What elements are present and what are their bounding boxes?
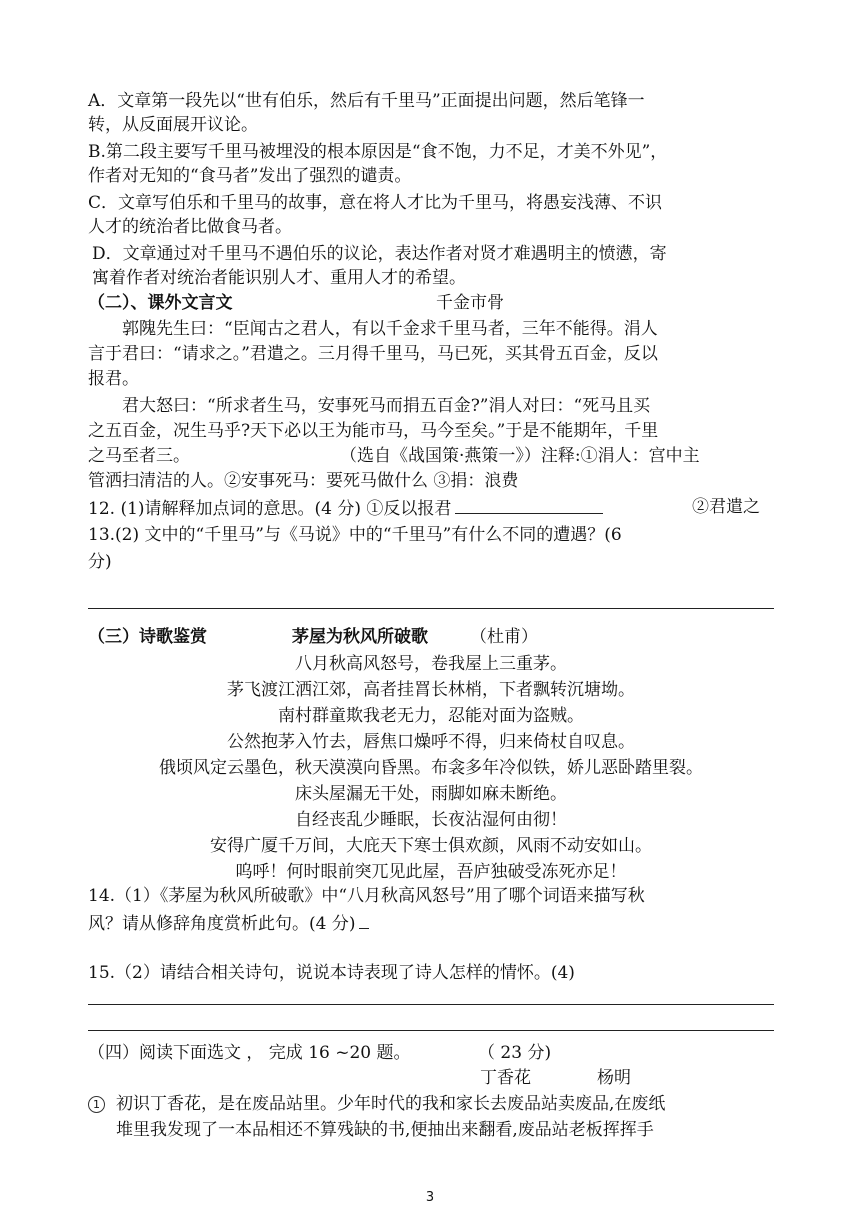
- passage2-p1-line1: 郭隗先生曰：“臣闻古之君人，有以千金求千里马者，三年不能得。涓人: [122, 319, 658, 339]
- poem-line: 床头屋漏无干处，雨脚如麻未断绝。: [295, 784, 567, 804]
- option-a-line1: A．文章第一段先以“世有伯乐，然后有千里马”正面提出问题，然后笔锋一: [88, 91, 645, 111]
- poem-line: 俄顷风定云墨色，秋天漠漠向昏黑。布衾多年冷似铁，娇儿恶卧踏里裂。: [159, 758, 703, 778]
- option-b-line1: B.第二段主要写千里马被埋没的根本原因是“食不饱，力不足，才美不外见”，: [88, 142, 668, 162]
- question-12: [88, 495, 603, 521]
- answer-line-15[interactable]: [88, 1004, 774, 1005]
- answer-blank-12-1[interactable]: [455, 495, 603, 514]
- poem-author: （杜甫）: [470, 627, 538, 647]
- article-title: 丁香花: [480, 1068, 531, 1088]
- option-a-line2: 转，从反面展开议论。: [88, 115, 258, 135]
- poem-line: 茅飞渡江洒江郊，高者挂罥长林梢，下者飘转沉塘坳。: [227, 680, 635, 700]
- poem-title: 茅屋为秋风所破歌: [292, 627, 428, 647]
- paragraph-number-badge: 1: [88, 1096, 105, 1113]
- question-12-text: 12. (1)请解释加点词的意思。(4 分) ①反以报君: [88, 499, 452, 519]
- question-13-line2: 分): [88, 552, 112, 572]
- poem-line: 公然抱茅入竹去，唇焦口燥呼不得，归来倚杖自叹息。: [227, 732, 635, 752]
- poem-line: 安得广厦千万间，大庇天下寒士俱欢颜，风雨不动安如山。: [210, 836, 652, 856]
- section4-score: （ 23 分): [478, 1043, 552, 1063]
- question-15: 15.（2）请结合相关诗句，说说本诗表现了诗人怎样的情怀。(4): [88, 963, 575, 983]
- passage2-p2-line1: 君大怒曰：“所求者生马，安事死马而捐五百金?”涓人对曰：“死马且买: [122, 396, 651, 416]
- passage2-p2-line3a: 之马至者三。: [88, 446, 190, 466]
- poem-line: 八月秋高风怒号，卷我屋上三重茅。: [295, 654, 567, 674]
- option-d-line1: D．文章通过对千里马不遇伯乐的议论，表达作者对贤才难遇明主的愤懑，寄: [92, 244, 667, 264]
- section3-heading: （三）诗歌鉴赏: [88, 627, 207, 647]
- poem-line: 呜呼！何时眼前突兀见此屋，吾庐独破受冻死亦足！: [235, 862, 627, 882]
- option-d-line2: 寓着作者对统治者能识别人才、重用人才的希望。: [92, 268, 466, 288]
- poem-line: 南村群童欺我老无力，忍能对面为盗贼。: [278, 706, 584, 726]
- article-p1-line1: 初识丁香花，是在废品站里。少年时代的我和家长去废品站卖废品,在废纸: [116, 1094, 666, 1114]
- article-author: 杨明: [597, 1068, 631, 1088]
- question-14-line1: 14.（1）《茅屋为秋风所破歌》中“八月秋高风怒号”用了哪个词语来描写秋: [88, 886, 645, 906]
- passage2-p1-line2: 言于君曰：“请求之。”君遣之。三月得千里马，马已死，买其骨五百金，反以: [88, 344, 658, 364]
- article-p1-line2: 堆里我发现了一本品相还不算残缺的书,便抽出来翻看,废品站老板挥挥手: [116, 1120, 654, 1140]
- question-14-text: 风？请从修辞角度赏析此句。(4 分): [88, 914, 356, 934]
- question-13-line1: 13.(2) 文中的“千里马”与《马说》中的“千里马”有什么不同的遭遇？(6: [88, 525, 622, 545]
- question-12-part2: ②君遣之: [692, 497, 760, 517]
- answer-blank-14[interactable]: [359, 910, 369, 929]
- section2-heading: （二）、课外文言文: [88, 293, 233, 313]
- option-b-line2: 作者对无知的“食马者”发出了强烈的谴责。: [88, 166, 412, 186]
- section2-title: 千金市骨: [436, 293, 504, 313]
- question-14-line2: [88, 910, 369, 936]
- poem-line: 自经丧乱少睡眠，长夜沾湿何由彻！: [295, 810, 567, 830]
- section-divider: [88, 1030, 774, 1031]
- answer-line-13[interactable]: [88, 608, 774, 609]
- option-c-line1: C．文章写伯乐和千里马的故事，意在将人才比为千里马，将愚妄浅薄、不识: [88, 193, 663, 213]
- passage2-p2-line2: 之五百金，况生马乎?天下必以王为能市马，马今至矣。”于是不能期年，千里: [88, 421, 659, 441]
- passage2-note-line2: 管洒扫清洁的人。②安事死马：要死马做什么 ③捐：浪费: [88, 471, 519, 491]
- option-c-line2: 人才的统治者比做食马者。: [88, 217, 292, 237]
- passage2-p1-line3: 报君。: [88, 369, 139, 389]
- page-number: 3: [425, 1190, 435, 1205]
- section4-heading: （四）阅读下面选文 ， 完成 16 ~20 题。: [88, 1043, 411, 1063]
- passage2-source-note: （选自《战国策·燕策一》）注释:①涓人：宫中主: [340, 446, 700, 466]
